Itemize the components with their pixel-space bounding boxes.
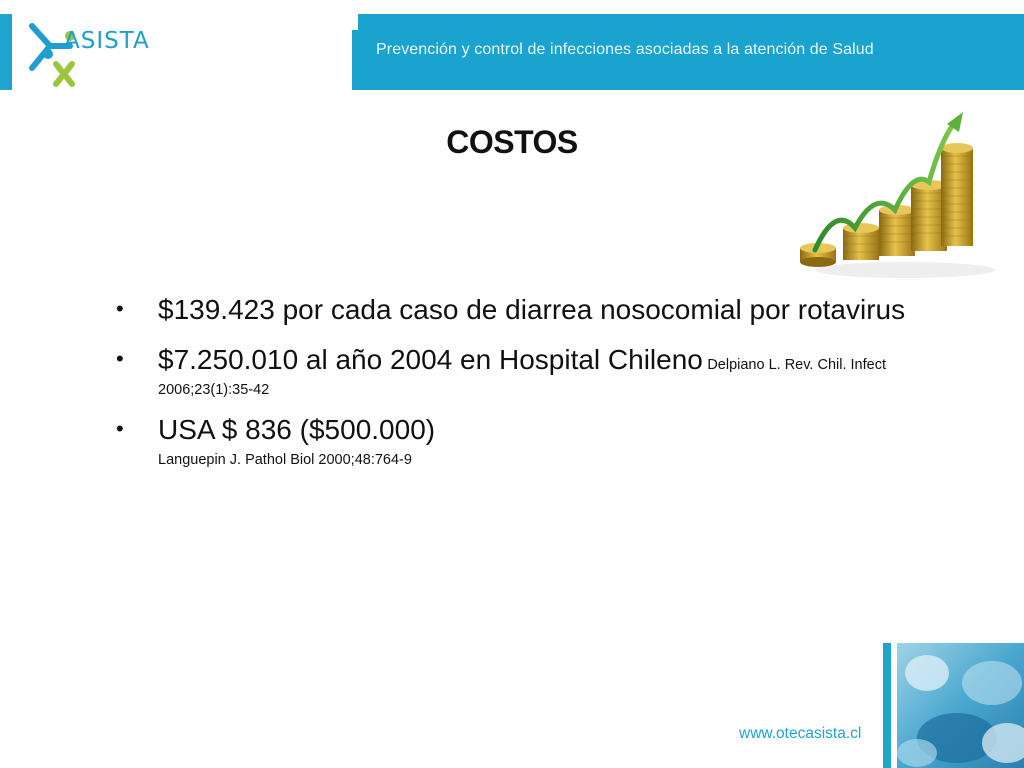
bullet-icon: • bbox=[116, 416, 124, 441]
header-divider bbox=[352, 30, 358, 90]
bullet-icon: • bbox=[116, 346, 124, 371]
bullet-icon: • bbox=[116, 296, 124, 321]
bullet-item bbox=[116, 290, 976, 330]
logo-text: ASISTA bbox=[64, 28, 150, 54]
bullet-text: USA $ 836 ($500.000) bbox=[158, 414, 436, 445]
bullet-item bbox=[116, 410, 976, 470]
bullet-text: $139.423 por cada caso de diarrea nosocomial por rotavirus bbox=[158, 294, 906, 325]
bullet-citation: Delpiano L. Rev. Chil. Infect 2006;23(1):35-42 bbox=[158, 357, 886, 398]
bullet-citation: Languepin J. Pathol Biol 2000;48:764-9 bbox=[158, 452, 412, 468]
header-band-left bbox=[162, 14, 355, 90]
footer-accent-bar bbox=[883, 643, 891, 768]
header-title: Prevención y control de infecciones asociadas a la atención de Salud bbox=[376, 41, 874, 58]
logo bbox=[12, 14, 162, 90]
bullet-item bbox=[116, 340, 976, 400]
header-accent-bar bbox=[0, 14, 12, 90]
slide-title: COSTOS bbox=[446, 124, 578, 160]
bullet-text: $7.250.010 al año 2004 en Hospital Chileno bbox=[158, 344, 703, 375]
bullet-list bbox=[116, 290, 976, 480]
surgery-photo bbox=[897, 643, 1024, 768]
website-link[interactable]: www.otecasista.cl bbox=[739, 725, 862, 742]
